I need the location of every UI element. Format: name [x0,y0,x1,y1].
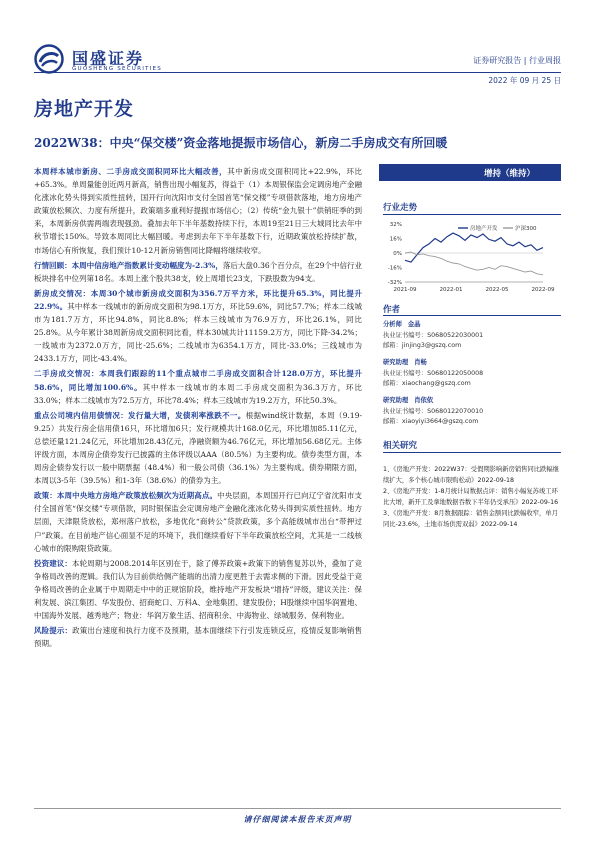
analyst-card: 分析师 金晶 执业证书编号：S0680522030001 邮箱：jinjing3@gszq.com [383,320,561,352]
paragraph: 重点公司境内信用债情况：发行量大增，发债利率涨跌不一。根据wind统计数据，本周（9.19-9.25）共发行房企信用债16只，环比增加6只；发行规模共计168.0亿元，环比增加85.11亿元，总偿还量121.24亿元，环比增加28.43亿元，净融资额为46.76亿元，环比增加56.68亿元。主体评级方面，本周房企债券发行已披露的主体评级以AAA（80.5%）为主要构成。债券类型方面，本周房企债券发行以一般中期票据（48.4%）和一般公司债（36.1%）为主要构成。债券期限方面，本周以3-5年（39.5%）和1-3年（38.6%）的债券为主。 [34,410,363,486]
authors-title: 作者 [383,305,401,315]
report-date: 2022 年 09 月 25 日 [488,76,561,85]
analyst-email[interactable]: 邮箱：xiaoyiyi3664@gszq.com [383,418,479,425]
y-tick-label: -16% [387,265,402,272]
series-line-1 [405,252,543,275]
rating-label: 增持（维持） [483,169,535,179]
related-research-list [383,465,561,532]
analyst-email[interactable]: 邮箱：jinjing3@gszq.com [383,342,462,349]
paragraph: 政策：本周中央地方房地产政策放松频次为近期高点。中央层面，本周国开行已向辽宁省沈阳市支付全国首笔“保交楼”专项借款，同时银保监会定调房地产金融化涨冰化势头得到实质性扭转。地方层面，天津限贷放松，郑州落户放松，多地优化“商转公”贷款政策，多个高能级城市出台“带押过户”政策。在目前地产信心面显不足的环境下，我们继续看好下半年政策放松空间，尤其是一二线核心城市的限购限贷政策。 [34,491,363,553]
series-line-0 [405,233,543,262]
brand-name-en: GUOSHENG SECURITIES [72,66,162,72]
related-item[interactable]: 3、《房地产开发：8月数据跟踪：销售金额同比跌幅收窄，单月同比-23.6%，土地市场供需双弱》2022-09-14 [383,510,558,528]
section-divider [383,214,561,215]
section-divider [383,452,561,453]
header-divider [34,72,561,73]
x-tick-label: 2021-09 [393,287,417,293]
analyst-card: 研究助理 肖依依 执业证书编号：S0680122070010 邮箱：xiaoyiyi3664@gszq.com [383,396,561,428]
footer-disclaimer: 请仔细阅读本报告末页声明 [243,814,352,824]
y-tick-label: 0% [393,251,402,257]
legend-label: 房地产开发 [470,226,498,232]
legend-label: 沪深300 [515,226,537,232]
y-tick-label: -32% [387,280,402,286]
y-tick-label: 16% [389,236,402,243]
paragraph: 新房成交情况：本周30个城市新房成交面积为356.7万平方米，环比提升65.3%，同比提升22.9%。其中样本一线城市的新房成交面积为98.1万方，环比59.6%，同比57.7%；样本二线城市为181.7万方，环比94.8%，同比8.8%；样本三线城市为76.9万方，环比26.1%，同比25.8%。从今年累计38周新房成交面积同比看，样本30城共计11159.2万方，同比下降-34.2%；一线城市为2372.0万方，同比-25.6%；二线城市为6354.1万方，同比-33.0%；三线城市为2433.1万方，同比-43.4%。 [34,288,362,364]
paragraph: 二手房成交情况：本周我们跟踪的11个重点城市二手房成交面积合计128.0万方，环比提升58.6%，同比增加100.6%。其中样本一线城市的本周二手房成交面积为36.3万方，环比33.0%；样本二线城市为72.5万方，环比78.4%；样本三线城市为19.2万方，环比50.3%。 [34,369,362,405]
section-divider [383,315,561,316]
x-tick-label: 2022-01 [439,287,463,293]
paragraph: 本周样本城市新房、二手房成交面积同环比大幅改善，其中新房成交面积同比+22.9%，环比+65.3%。单周量能创近两月新高，销售出现小幅复苏，得益于（1）本周银保监会定调房地产金融化涨冰化势头得到实质性扭转，国开行向沈阳市支付全国首笔“保交楼”专项借款落地，地方房地产政策放松频次、力度有所提升，政策端多重利好提振市场信心；（2）传统“金九银十”供销旺季的到来，本周新房供需两端表现强劲。叠加去年下半年基数持续下行，本周19至21日三大城同比去年中秋节增长150%。导致本周同比大幅回暖。考虑到去年下半年基数下行，近期政策放松持续扩散，市场信心有所恢复，我们预计10-12月新房销售同比降幅将继续收窄。 [34,167,363,255]
paragraph: 投资建议：本轮周期与2008.2014年区别在于，除了傅养政策+政策下的销售复苏以外，叠加了竞争格局改善的逻辑。我们认为目前供给侧产能端的出清力度更胜于去需求侧的下滑。因此受益于竞争格局改善的企业属于中周期走中中的正规馆阶段，维持地产开发板块“增持”评级，建议关注：保利发展、滨江集团、华发股份、招商蛇口、万科A、金地集团、建发股份；H股继续中国华润置地、中国海外发展、越秀地产；物业：华润万象生活、招商积余、中海物业、绿城服务、保利物业。 [34,558,362,621]
industry-trend-chart [383,220,561,300]
y-tick-label: 32% [389,222,402,228]
main-body [34,165,362,652]
x-tick-label: 2022-09 [531,287,555,293]
paragraph: 行情回顾：本周中信房地产指数累计变动幅度为-2.3%，落后大盘0.36个百分点，在29个中信行业板块排名中位列第18名。本周上涨个股共38支，较上周增长23支，下跌股数为94支。 [34,260,362,283]
report-type: 证券研究报告 | 行业周报 [473,56,561,65]
headline: 2022W38：中央“保交楼”资金落地提振市场信心，新房二手房成交有所回暖 [34,136,448,150]
page-title: 房地产开发 [34,98,135,120]
paragraph: 风险提示：政策出台速度和执行力度不及预期，基本面继续下行引发连锁反应，疫情反复影响销售预期。 [34,626,362,649]
related-item[interactable]: 1、《房地产开发：2022W37：受假期影响新房销售同比跌幅继续扩大，多个核心城市限购松动》2022-09-18 [383,466,559,484]
brand-name: 国盛证券 [72,49,145,68]
analyst-email[interactable]: 邮箱：xiaochang@gszq.com [383,380,471,387]
trend-title: 行业走势 [383,203,418,213]
related-item[interactable]: 2、《房地产开发：1-8月统计局数据点评：销售小幅复苏竣工环比大增，新开工及拿地数据吞数下半年仍受承压》2022-09-16 [383,488,559,506]
x-tick-label: 2022-05 [485,287,509,293]
logo-icon [34,44,64,74]
related-title: 相关研究 [383,441,418,451]
analyst-card: 研究助理 肖畅 执业证书编号：S0680122050008 邮箱：xiaochang@gszq.com [383,358,561,390]
footer-divider [34,808,561,809]
